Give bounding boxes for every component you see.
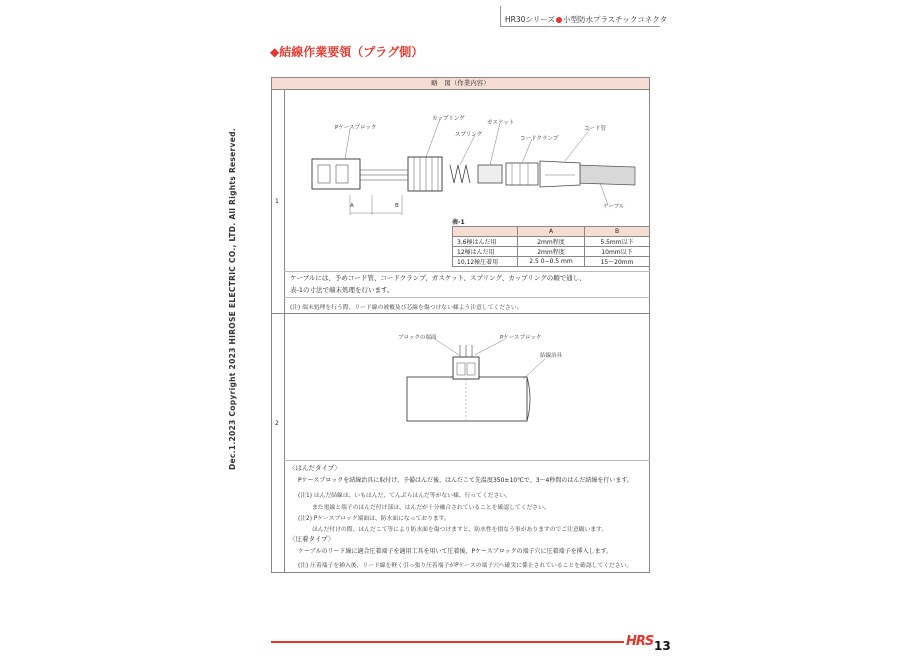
wiring-jig-diagram bbox=[405, 335, 555, 425]
header-rule bbox=[500, 26, 660, 27]
text-divider bbox=[284, 460, 650, 461]
series-name: HR30シリーズ bbox=[505, 15, 556, 24]
solder-instruction: Pケースブロックを結線治具に取付け、予備はんだ後、はんだこて先温度350±10℃で、3〜4秒間のはんだ結線を行います。 bbox=[298, 477, 633, 484]
dimension-b: B bbox=[395, 203, 399, 209]
row1-instruction: ケーブルには、予めコード管、コードクランプ、ガスケット、スプリング、カップリングの順で通し、 bbox=[290, 274, 586, 282]
label-wiring-jig: 結線治具 bbox=[540, 353, 563, 359]
table-row bbox=[453, 237, 650, 247]
row1-instruction: 表-1の寸法で端末処理を行います。 bbox=[290, 286, 394, 294]
row-number: 2 bbox=[275, 420, 279, 427]
row-number-column bbox=[271, 90, 285, 573]
footer-rule bbox=[271, 641, 624, 643]
table1-header-row bbox=[453, 227, 650, 237]
dimension-a: A bbox=[350, 203, 354, 209]
row-number: 1 bbox=[275, 198, 279, 205]
label-block-end: ブロックの端面 bbox=[398, 335, 437, 341]
crimp-note: (注) 圧着端子を挿入後、リード線を軽く引っ張り圧着端子がPケースの端子穴へ確実に係止されていることを確認してください。 bbox=[298, 563, 633, 569]
text-divider bbox=[284, 297, 650, 298]
page-number: 13 bbox=[654, 639, 671, 653]
table-row bbox=[453, 247, 650, 257]
table1-header-cell bbox=[453, 227, 518, 237]
table1-cell: 2mm程度 bbox=[518, 247, 585, 257]
label-spring: スプリング bbox=[455, 132, 483, 138]
table-row bbox=[453, 257, 650, 267]
table1-cell: 3,6極はんだ用 bbox=[453, 237, 518, 247]
page-title: ◆結線作業要領（プラグ側） bbox=[270, 45, 424, 59]
hrs-logo: HRS bbox=[626, 634, 654, 649]
table1-header-cell: B bbox=[585, 227, 650, 237]
label-p-case-block: Pケースブロック bbox=[500, 335, 542, 341]
label-p-case-block: Pケースブロック bbox=[335, 125, 377, 131]
table1-cell: 2mm程度 bbox=[518, 237, 585, 247]
crimp-type-heading: 〈圧着タイプ〉 bbox=[289, 535, 335, 543]
table1 bbox=[452, 226, 650, 267]
row-separator bbox=[271, 313, 650, 314]
table1-cell: 5.5mm以下 bbox=[585, 237, 650, 247]
bullet-icon bbox=[556, 17, 562, 23]
crimp-instruction: ケーブルのリード線に適合圧着端子を適用工具を用いて圧着後、Pケースブロックの端子穴に圧着端子を挿入します。 bbox=[298, 548, 613, 555]
label-cable: ケーブル bbox=[603, 204, 625, 210]
solder-note: また電線と端子のはんだ付け部は、はんだが十分融合されていることを確認してください。 bbox=[312, 505, 550, 511]
label-coupling: カップリング bbox=[432, 116, 465, 122]
table1-header-cell: A bbox=[518, 227, 585, 237]
table1-cell: 15〜20mm bbox=[585, 257, 650, 267]
table1-cell: 12極はんだ用 bbox=[453, 247, 518, 257]
label-gasket: ガスケット bbox=[487, 120, 515, 126]
label-cord-tube: コード管 bbox=[584, 126, 607, 132]
label-cord-clamp: コードクランプ bbox=[520, 136, 559, 142]
text-divider bbox=[284, 271, 650, 272]
solder-note: (注2) Pケースブロック端面は、防水面になっております。 bbox=[298, 516, 450, 522]
table1-cell: 2.5 0−0.5 mm bbox=[518, 257, 585, 267]
procedure-table-header: 略 図（作業内容） bbox=[271, 77, 650, 90]
table1-caption: 表-1 bbox=[452, 219, 465, 226]
copyright-notice: Dec.1.2023 Copyright 2023 HIROSE ELECTRIC CO., LTD. All Rights Reserved. bbox=[228, 128, 237, 470]
series-subtitle: 小型防水プラスチックコネクタ bbox=[563, 15, 668, 24]
solder-note: はんだ付けの際、はんだこて等により防水面を傷つけますと、防水性を損なう事がありますのでご注意願います。 bbox=[312, 527, 608, 533]
solder-type-heading: 〈はんだタイプ〉 bbox=[289, 464, 341, 472]
row1-note: (注) 端末処理を行う際、リード線の被覆及び芯線を傷つけない様よう注意してください。 bbox=[290, 305, 523, 311]
page-header bbox=[505, 14, 667, 25]
header-divider bbox=[500, 6, 501, 27]
table1-cell: 10mm以下 bbox=[585, 247, 650, 257]
table1-cell: 10,12極圧着用 bbox=[453, 257, 518, 267]
solder-note: (注1) はんだ結線は、いもはんだ、てんぷらはんだ等がない様、行ってください。 bbox=[298, 493, 511, 499]
